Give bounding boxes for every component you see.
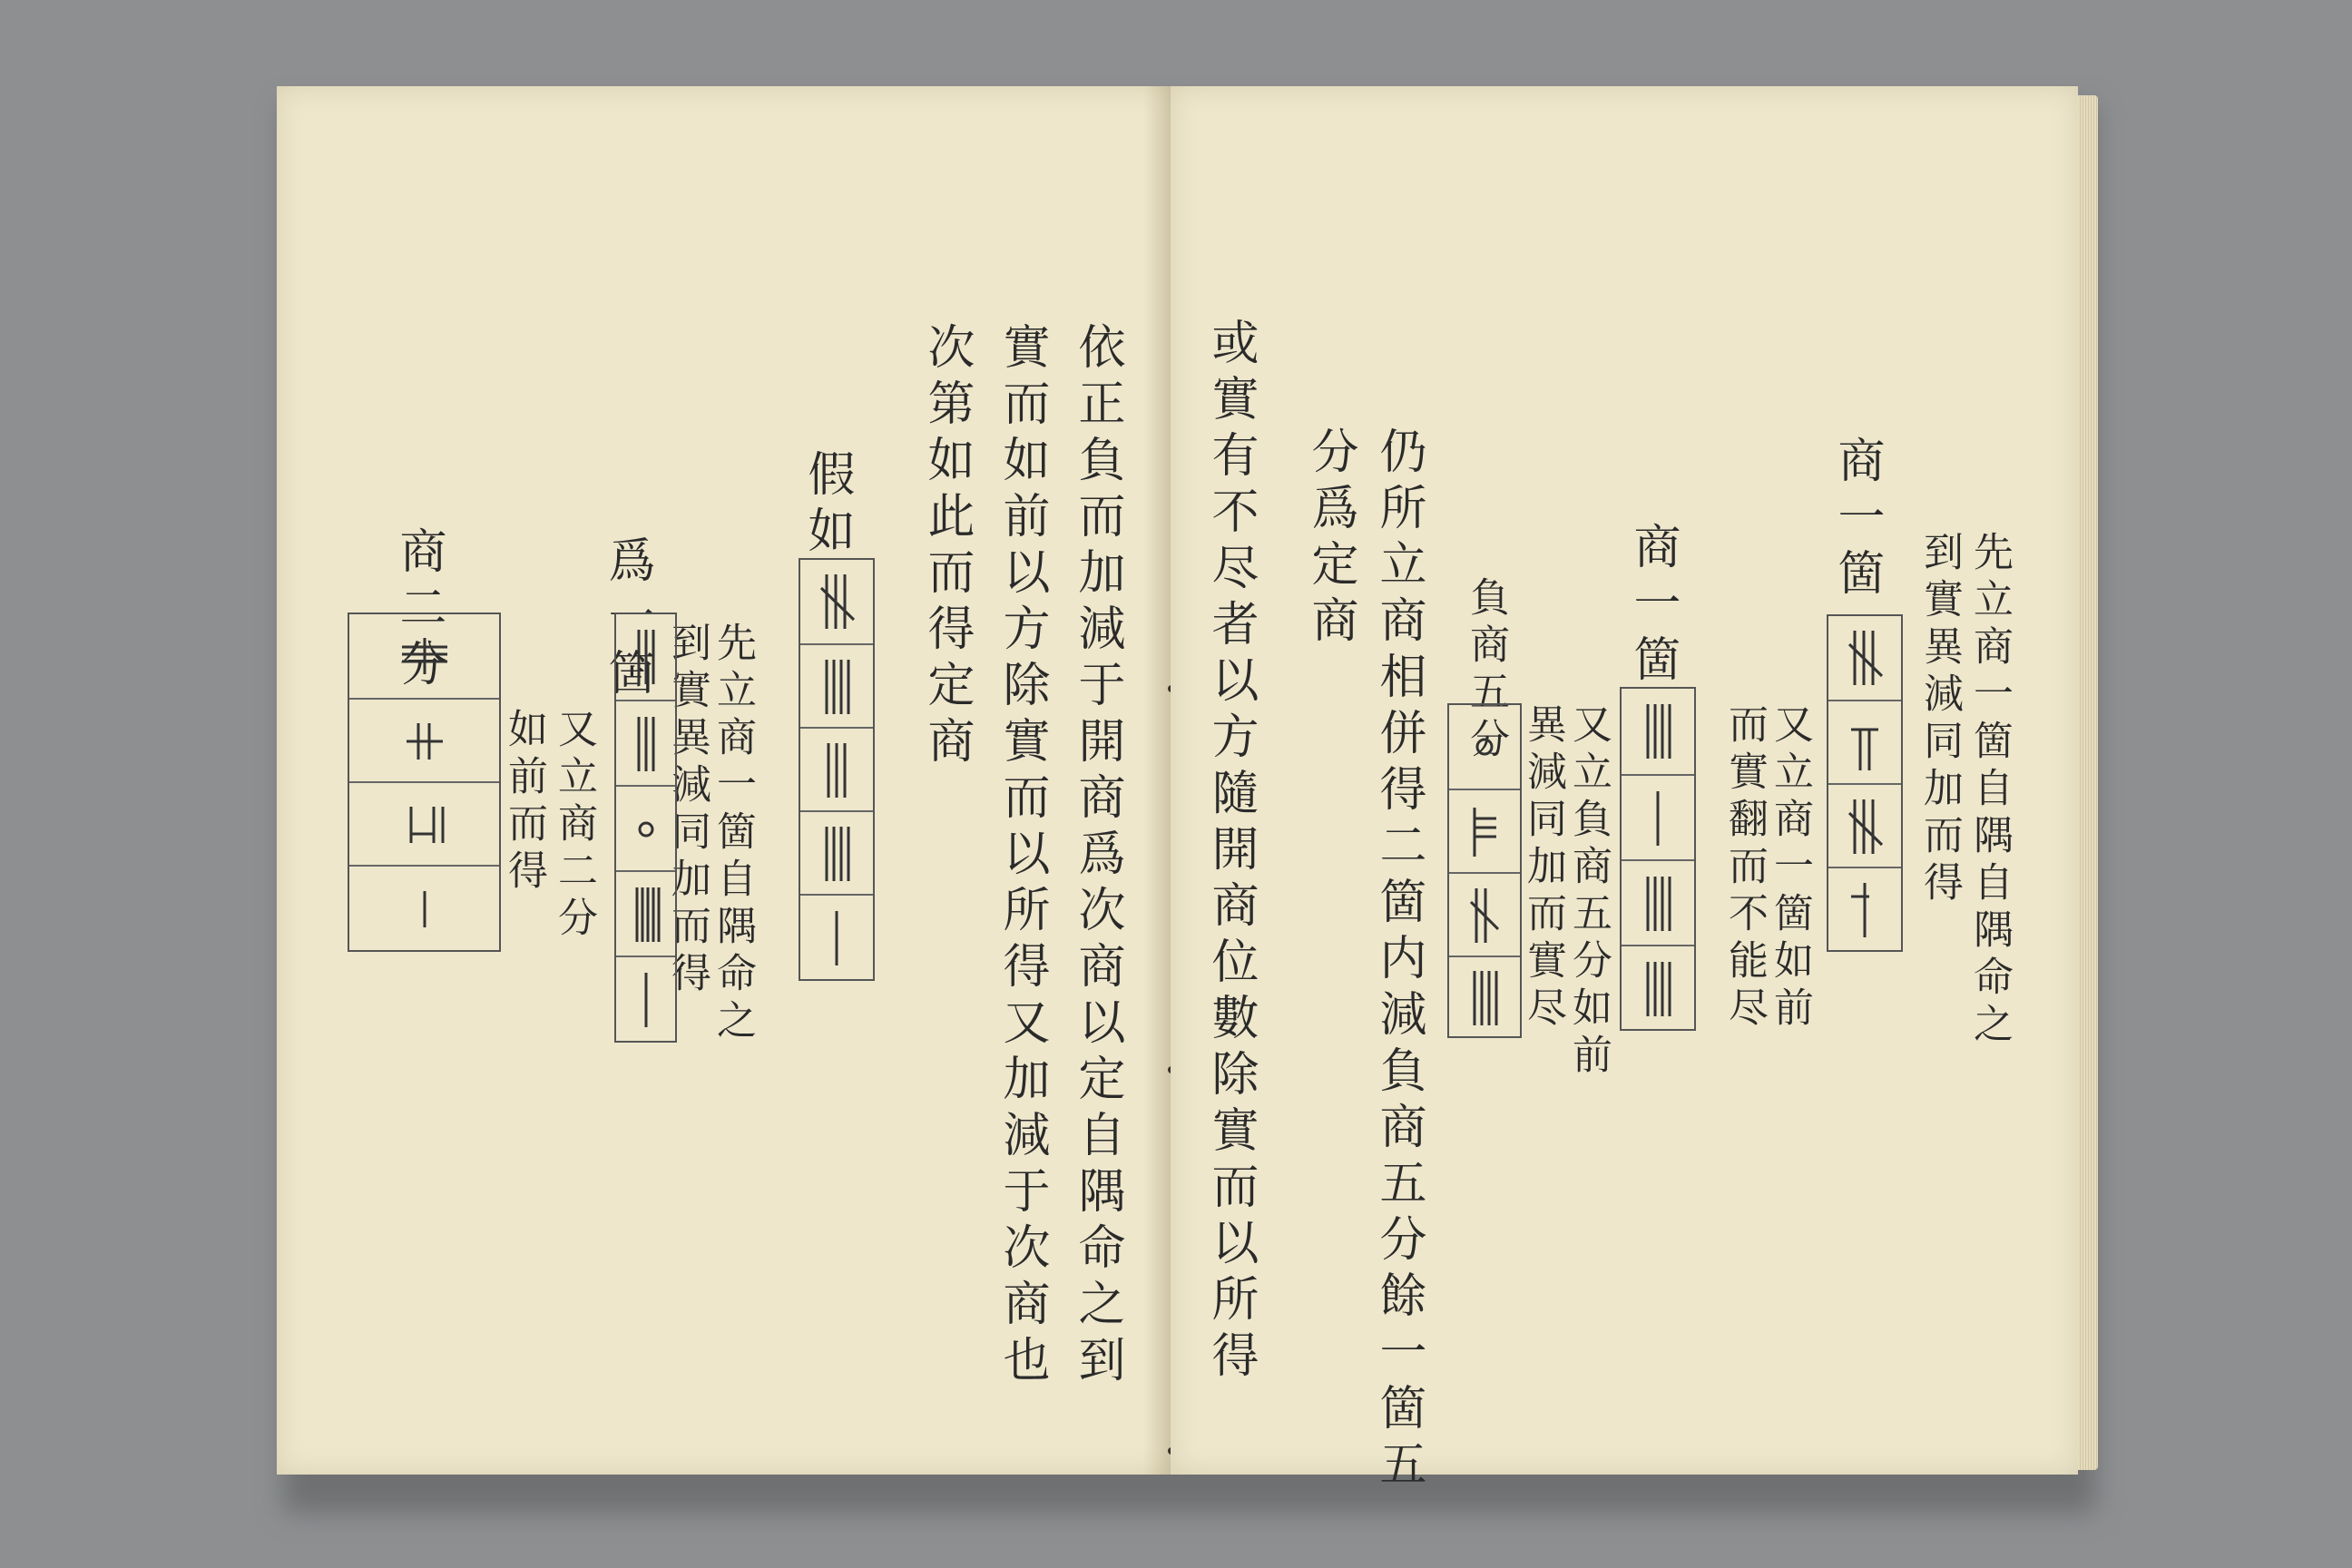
page-edges	[2078, 95, 2098, 1470]
rod-cell	[349, 614, 499, 698]
right-col-1: 先立商一箇自隅自隅命之	[1966, 531, 2013, 1050]
left-col-2: 實而如前以方除實而以所得又加減于次商也	[995, 322, 1049, 1391]
counting-rod-table-a	[799, 558, 875, 981]
right-col-10: 仍所立商相併得二箇内減負商五分餘一箇五	[1371, 426, 1426, 1495]
left-page	[277, 86, 1172, 1475]
right-col-11: 分爲定商	[1303, 426, 1357, 652]
rod-cell	[800, 727, 873, 812]
left-col-note-4: 如前而得	[501, 708, 547, 897]
counting-rod-table-d	[1827, 614, 1903, 952]
right-col-8: 異減同加而實尽	[1520, 703, 1566, 1034]
left-col-wei-yige: 爲一箇	[600, 535, 654, 704]
rod-cell	[800, 810, 873, 896]
rod-cell	[1828, 867, 1901, 952]
rod-cell	[800, 643, 873, 729]
right-col-7: 又立負商五分如前	[1565, 703, 1612, 1081]
right-col-2: 到實異減同加而得	[1916, 531, 1963, 908]
rod-cell	[616, 614, 675, 700]
left-col-note-2: 到實異減同加而得	[664, 622, 710, 999]
right-col-4: 又立商一箇如前	[1767, 703, 1813, 1034]
right-page	[1171, 86, 2078, 1495]
rod-cell	[1622, 689, 1694, 774]
rod-cell	[1622, 945, 1694, 1031]
counting-rod-table-f	[1447, 703, 1522, 1038]
rod-cell	[349, 781, 499, 867]
left-col-note-1: 先立商一箇自隅命之	[710, 622, 756, 1046]
open-book	[277, 86, 2082, 1493]
rod-cell	[1622, 859, 1694, 946]
right-col-6: 商一箇	[1625, 522, 1680, 691]
right-col-3: 商一箇	[1829, 436, 1884, 604]
rod-cell	[349, 865, 499, 952]
right-col-12: 或實有不尽者以方隨開商位數除實而以所得	[1203, 318, 1258, 1387]
rod-cell	[616, 785, 675, 872]
rod-cell	[349, 698, 499, 783]
right-col-5: 而實翻而不能尽	[1721, 703, 1768, 1034]
left-col-note-3: 又立商二分	[551, 708, 597, 944]
left-col-shang-erfen: 商二分	[391, 526, 446, 695]
rod-cell	[1449, 705, 1520, 789]
rod-cell	[1622, 774, 1694, 861]
rod-cell	[800, 560, 873, 643]
left-col-3: 次第如此而得定商	[919, 322, 974, 772]
counting-rod-table-b	[614, 612, 677, 1043]
rod-cell	[616, 700, 675, 787]
left-col-1: 依正負而加減于開商爲次商以定自隅命之到	[1070, 322, 1124, 1391]
rod-cell	[616, 956, 675, 1043]
rod-cell	[1449, 956, 1520, 1038]
rod-cell	[1449, 872, 1520, 957]
rod-cell	[1828, 616, 1901, 700]
rod-cell	[1828, 783, 1901, 868]
left-col-jiaru: 假如	[799, 449, 854, 562]
right-col-9: 負商五分	[1463, 576, 1509, 765]
rod-cell	[616, 870, 675, 957]
rod-cell	[800, 894, 873, 981]
rod-cell	[1449, 789, 1520, 874]
counting-rod-table-e	[1620, 687, 1696, 1031]
rod-cell	[1828, 700, 1901, 785]
counting-rod-table-c	[348, 612, 501, 952]
